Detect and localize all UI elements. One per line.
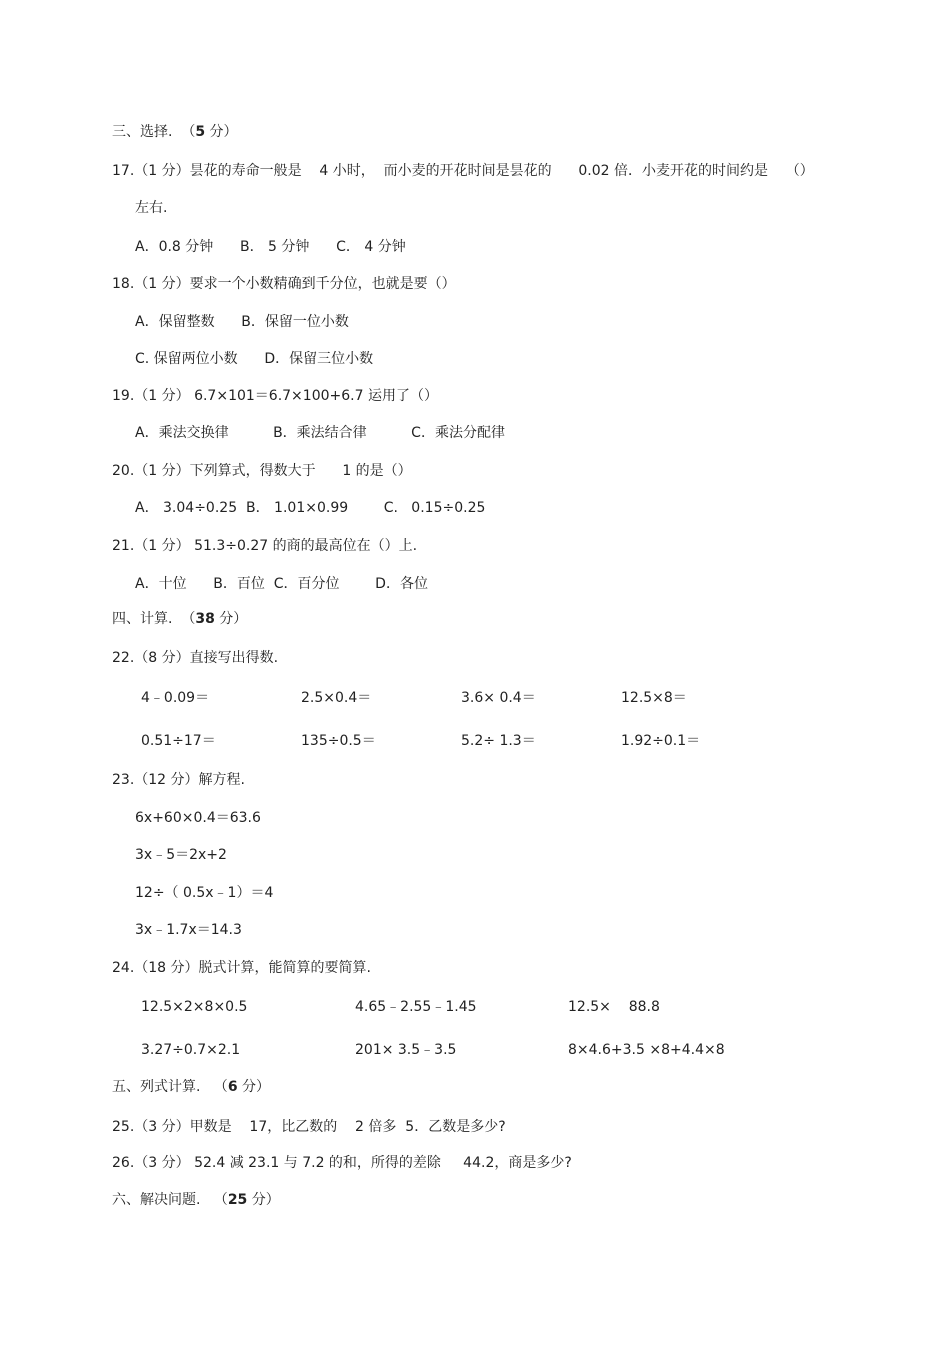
q24-item: 12.5×2×8×0.5 xyxy=(141,999,248,1015)
q22-item: 2.5×0.4＝ xyxy=(301,690,372,706)
q24-item: 4.65﹣2.55﹣1.45 xyxy=(355,999,477,1015)
q23-equation-1: 6x+60×0.4＝63.6 xyxy=(135,810,261,826)
section-4-heading xyxy=(112,609,247,629)
section-4-title: 四、计算. （ xyxy=(112,611,196,627)
question-19: 19.（1 分） 6.7×101＝6.7×100+6.7 运用了（） xyxy=(112,388,438,404)
q22-item: 135÷0.5＝ xyxy=(301,733,376,749)
question-18-options-ab: A．保留整数 B．保留一位小数 xyxy=(135,314,349,330)
section-6-suffix: 分） xyxy=(247,1192,280,1208)
question-17-options: A．0.8 分钟 B． 5 分钟 C． 4 分钟 xyxy=(135,239,406,255)
section-4-suffix: 分） xyxy=(214,611,248,627)
section-4-points: 38 xyxy=(195,611,215,627)
q24-item: 8×4.6+3.5 ×8+4.4×8 xyxy=(568,1042,725,1058)
question-18-options-cd: C. 保留两位小数 D．保留三位小数 xyxy=(135,351,374,367)
section-3-heading xyxy=(112,122,238,142)
question-26: 26.（3 分） 52.4 减 23.1 与 7.2 的和，所得的差除 44.2，商是多少? xyxy=(112,1155,572,1171)
q23-equation-4: 3x﹣1.7x＝14.3 xyxy=(135,922,242,938)
question-22: 22.（8 分）直接写出得数. xyxy=(112,650,279,666)
q23-equation-3: 12÷（ 0.5x﹣1）＝4 xyxy=(135,885,274,901)
question-21: 21.（1 分） 51.3÷0.27 的商的最高位在（）上. xyxy=(112,538,418,554)
question-23: 23.（12 分）解方程. xyxy=(112,772,245,788)
question-18: 18.（1 分）要求一个小数精确到千分位，也就是要（） xyxy=(112,276,456,292)
section-6-points: 25 xyxy=(227,1192,248,1208)
question-25: 25.（3 分）甲数是 17，比乙数的 2 倍多 5．乙数是多少? xyxy=(112,1119,506,1135)
question-19-options: A．乘法交换律 B．乘法结合律 C．乘法分配律 xyxy=(135,425,505,441)
section-6-title: 六、解决问题. （ xyxy=(112,1192,228,1208)
q24-item: 12.5× 88.8 xyxy=(568,999,660,1015)
q22-item: 12.5×8＝ xyxy=(621,690,687,706)
q22-item: 1.92÷0.1＝ xyxy=(621,733,701,749)
q22-item: 0.51÷17＝ xyxy=(141,733,216,749)
q22-item: 4﹣0.09＝ xyxy=(141,690,210,706)
q24-item: 3.27÷0.7×2.1 xyxy=(141,1042,241,1058)
q24-item: 201× 3.5﹣3.5 xyxy=(355,1042,457,1058)
question-20: 20.（1 分）下列算式，得数大于 1 的是（） xyxy=(112,463,412,479)
question-20-options: A． 3.04÷0.25 B． 1.01×0.99 C. 0.15÷0.25 xyxy=(135,500,486,516)
section-6-heading xyxy=(112,1190,280,1210)
section-5-heading xyxy=(112,1077,270,1097)
section-3-suffix: 分） xyxy=(205,124,238,140)
section-3-points: 5 xyxy=(195,124,206,140)
section-3-title: 三、选择. （ xyxy=(112,124,196,140)
section-5-points: 6 xyxy=(227,1079,238,1095)
question-17: 17.（1 分）昙花的寿命一般是 4 小时， 而小麦的开花时间是昙花的 0.02 倍．小麦开花的时间约是 （） xyxy=(112,163,814,179)
section-5-suffix: 分） xyxy=(237,1079,271,1095)
q23-equation-2: 3x﹣5＝2x+2 xyxy=(135,847,227,863)
q22-item: 3.6× 0.4＝ xyxy=(461,690,536,706)
question-17-continuation: 左右. xyxy=(135,200,168,216)
question-21-options: A．十位 B．百位 C．百分位 D．各位 xyxy=(135,576,428,592)
section-5-title: 五、列式计算. （ xyxy=(112,1079,228,1095)
q22-item: 5.2÷ 1.3＝ xyxy=(461,733,536,749)
question-24: 24.（18 分）脱式计算，能简算的要简算. xyxy=(112,960,371,976)
